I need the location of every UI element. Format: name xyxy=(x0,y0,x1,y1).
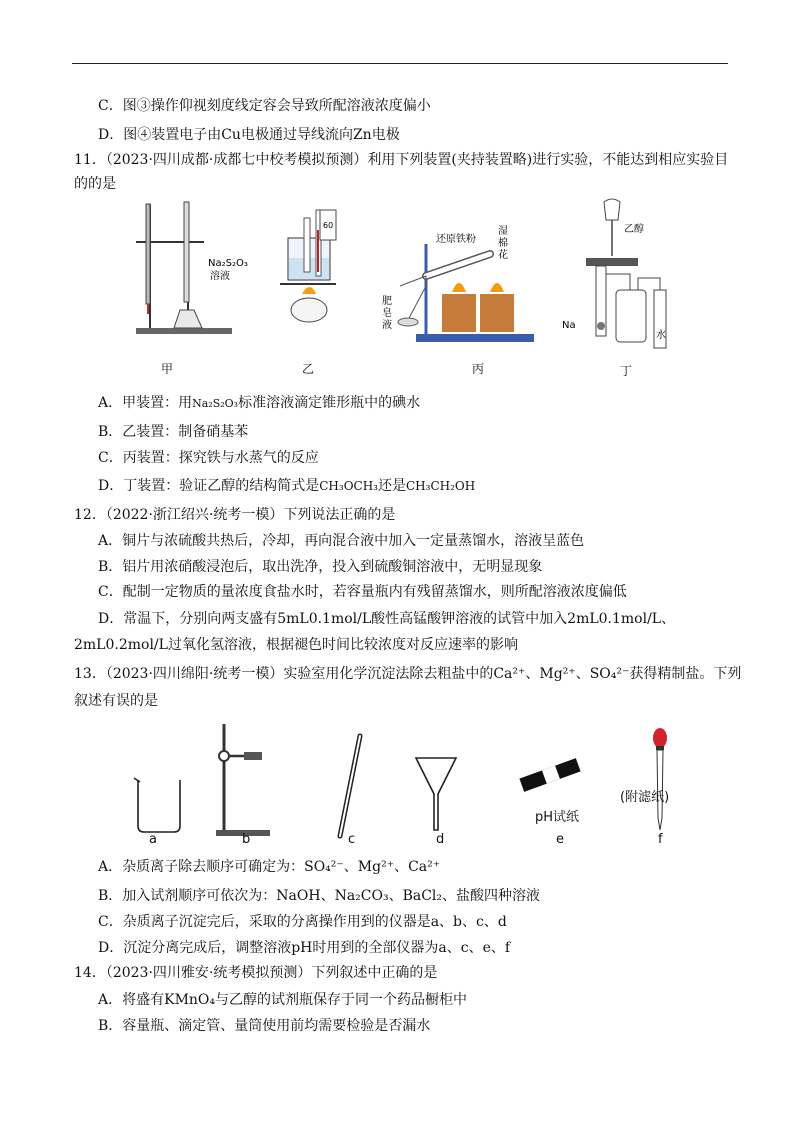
q13-option-c: C．杂质离子沉淀完后，采取的分离操作用到的仪器是a、b、c、d xyxy=(98,914,507,930)
prev-option-c: C．图③操作仰视刻度线定容会导致所配溶液浓度偏小 xyxy=(98,98,431,114)
yi-thermometer-label: 60 xyxy=(323,221,334,230)
bing-soap-label: 肥 xyxy=(382,296,392,307)
q12-option-d-line1: D．常温下，分别向两支盛有5mL0.1mol/L酸性高锰酸钾溶液的试管中加入2mL0.1mol/L、 xyxy=(98,611,676,627)
prev-option-d: D．图④装置电子由Cu电极通过导线流向Zn电极 xyxy=(98,127,400,143)
q11-stem-line2: 的的是 xyxy=(74,176,116,192)
header-rule xyxy=(72,63,728,64)
instrument-letter-b: b xyxy=(242,832,251,847)
funnel-note: (附滤纸) xyxy=(620,790,670,805)
ding-ethanol-label: 乙醇 xyxy=(624,224,644,235)
q11-option-a: A．甲装置：用Na₂S₂O₃标准溶液滴定锥形瓶中的碘水 xyxy=(98,395,421,411)
jia-reagent-label-2: 溶液 xyxy=(210,271,230,282)
q11-figure-yi xyxy=(276,200,346,340)
q12-option-c: C．配制一定物质的量浓度食盐水时，若容量瓶内有残留蒸馏水，则所配溶液浓度偏低 xyxy=(98,584,627,600)
ph-paper-label: pH试纸 xyxy=(535,810,580,825)
instrument-letter-e: e xyxy=(556,832,564,847)
q11-stem-line1: 11．（2023·四川成都·成都七中校考模拟预测）利用下列装置(夹持装置略)进行实验，不能达到相应实验目 xyxy=(74,152,729,168)
ding-na-label: Na xyxy=(562,320,576,331)
q11-caption-jia: 甲 xyxy=(161,362,174,376)
instrument-letter-d: d xyxy=(436,832,445,847)
q13-option-b: B．加入试剂顺序可依次为：NaOH、Na₂CO₃、BaCl₂、盐酸四种溶液 xyxy=(98,888,541,904)
bing-cotton-label: 湿 xyxy=(498,226,508,237)
q11-caption-bing: 丙 xyxy=(472,362,485,376)
bing-cotton-label-3: 花 xyxy=(498,250,508,261)
q12-option-b: B．铝片用浓硝酸浸泡后，取出洗净，投入到硫酸铜溶液中，无明显现象 xyxy=(98,559,543,575)
q11-figure-ding xyxy=(560,194,680,354)
iron-stand-icon xyxy=(216,724,270,836)
q14-stem: 14．（2023·四川雅安·统考模拟预测）下列叙述中正确的是 xyxy=(74,965,438,981)
q13-instruments-figure xyxy=(120,718,700,848)
q14-option-b: B．容量瓶、滴定管、量筒使用前均需要检验是否漏水 xyxy=(98,1018,431,1034)
q11-option-c: C．丙装置：探究铁与水蒸气的反应 xyxy=(98,450,319,466)
ding-water-label: 水 xyxy=(656,330,666,341)
q11-figure-bing xyxy=(380,210,540,350)
dropper-icon xyxy=(653,728,667,830)
bing-cotton-label-2: 棉 xyxy=(498,238,508,249)
q13-stem-line2: 叙述有误的是 xyxy=(74,693,158,709)
q11-caption-yi: 乙 xyxy=(302,362,315,376)
q11-option-b: B．乙装置：制备硝基苯 xyxy=(98,424,249,440)
q11-caption-ding: 丁 xyxy=(620,364,633,378)
q12-stem: 12．（2022·浙江绍兴·统考一模）下列说法正确的是 xyxy=(74,507,396,523)
bing-soap-label-3: 液 xyxy=(382,320,392,331)
q13-option-a: A．杂质离子除去顺序可确定为：SO₄²⁻、Mg²⁺、Ca²⁺ xyxy=(98,859,441,875)
q13-stem-line1: 13．（2023·四川绵阳·统考一模）实验室用化学沉淀法除去粗盐中的Ca²⁺、Mg²⁺、SO₄²⁻获得精制盐。下列 xyxy=(74,666,742,682)
q12-option-a: A．铜片与浓硫酸共热后，冷却，再向混合液中加入一定量蒸馏水，溶液呈蓝色 xyxy=(98,533,585,549)
instrument-letter-a: a xyxy=(149,832,157,847)
q11-option-d: D．丁装置：验证乙醇的结构简式是CH₃OCH₃还是CH₃CH₂OH xyxy=(98,478,476,494)
instrument-letter-c: c xyxy=(348,832,356,847)
ph-paper-icon xyxy=(519,758,580,792)
q11-figure-jia xyxy=(128,200,248,340)
bing-soap-label-2: 皂 xyxy=(382,308,392,319)
bing-iron-label: 还原铁粉 xyxy=(436,234,476,245)
q14-option-a: A．将盛有KMnO₄与乙醇的试剂瓶保存于同一个药品橱柜中 xyxy=(98,992,468,1008)
q12-option-d-line2: 2mL0.2mol/L过氧化氢溶液，根据褪色时间比较浓度对反应速率的影响 xyxy=(74,637,518,653)
instrument-letter-f: f xyxy=(658,832,663,847)
beaker-icon xyxy=(138,780,180,832)
funnel-icon xyxy=(416,758,456,830)
jia-reagent-label: Na₂S₂O₃ xyxy=(208,258,248,269)
q13-option-d: D．沉淀分离完成后，调整溶液pH时用到的全部仪器为a、c、e、f xyxy=(98,940,511,956)
